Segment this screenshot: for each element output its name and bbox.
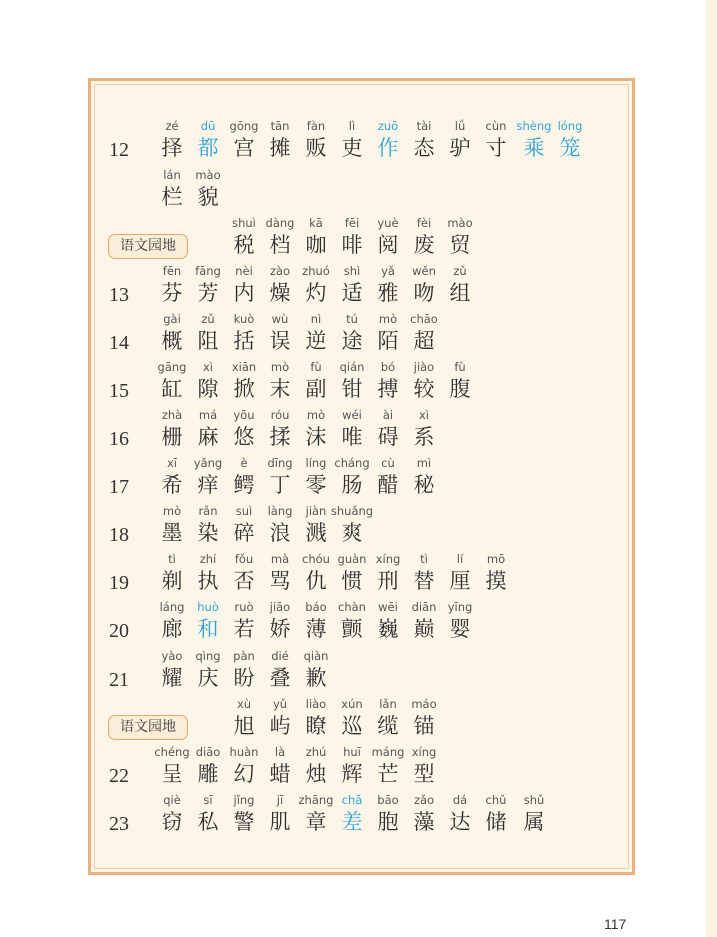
hanzi-character: 辉 xyxy=(341,762,363,786)
hanzi-character: 钳 xyxy=(341,377,363,401)
lesson-number: 22 xyxy=(109,765,129,787)
lesson-row xyxy=(91,455,638,501)
pinyin-label: tài xyxy=(416,119,432,133)
hanzi-character: 藻 xyxy=(413,810,435,834)
lesson-number: 15 xyxy=(109,380,129,402)
pinyin-label: nèi xyxy=(235,264,253,278)
character-cell xyxy=(399,696,449,740)
hanzi-character: 摸 xyxy=(485,569,507,593)
hanzi-character: 厘 xyxy=(449,569,471,593)
hanzi-character: 搏 xyxy=(377,377,399,401)
hanzi-character: 阅 xyxy=(377,233,399,257)
hanzi-character: 栏 xyxy=(161,185,183,209)
lesson-row xyxy=(91,118,638,164)
hanzi-character: 溅 xyxy=(305,521,327,545)
hanzi-character: 执 xyxy=(197,569,219,593)
pinyin-label: xì xyxy=(202,360,213,374)
lesson-number: 23 xyxy=(109,813,129,835)
hanzi-character: 旭 xyxy=(233,714,255,738)
pinyin-label: pàn xyxy=(233,649,255,663)
character-cell xyxy=(435,359,485,403)
pinyin-label: dié xyxy=(271,649,289,663)
pinyin-label: huàn xyxy=(229,745,259,759)
hanzi-character: 吏 xyxy=(341,136,363,160)
pinyin-label: lí xyxy=(456,552,464,566)
hanzi-character: 巡 xyxy=(341,714,363,738)
pinyin-label: jiàn xyxy=(305,504,327,518)
character-cell xyxy=(471,551,521,595)
lesson-row xyxy=(91,407,638,453)
lesson-number: 17 xyxy=(109,476,129,498)
hanzi-character: 鳄 xyxy=(233,473,255,497)
pinyin-label: wěn xyxy=(412,264,436,278)
pinyin-label: xù xyxy=(236,697,252,711)
pinyin-label: zhāng xyxy=(298,793,334,807)
hanzi-character: 作 xyxy=(377,136,399,160)
hanzi-character: 巍 xyxy=(377,617,399,641)
hanzi-character: 烛 xyxy=(305,762,327,786)
hanzi-character: 胞 xyxy=(377,810,399,834)
pinyin-label: jī xyxy=(276,793,284,807)
hanzi-character: 概 xyxy=(161,329,183,353)
hanzi-character: 贸 xyxy=(449,233,471,257)
hanzi-character: 剃 xyxy=(161,569,183,593)
pinyin-label: shèng xyxy=(516,119,552,133)
hanzi-character: 啡 xyxy=(341,233,363,257)
pinyin-label: è xyxy=(240,456,248,470)
character-cell xyxy=(509,792,559,836)
polyphone-character-cell xyxy=(545,118,595,162)
lesson-row xyxy=(91,503,638,549)
hanzi-character: 档 xyxy=(269,233,291,257)
character-cell xyxy=(435,599,485,643)
character-cell xyxy=(435,263,485,307)
hanzi-character: 超 xyxy=(413,329,435,353)
hanzi-character: 锚 xyxy=(413,714,435,738)
pinyin-label: jiào xyxy=(413,360,435,374)
character-cell xyxy=(399,744,449,788)
pinyin-label: lán xyxy=(163,168,181,182)
pinyin-label: láng xyxy=(159,600,185,614)
hanzi-character: 途 xyxy=(341,329,363,353)
hanzi-character: 税 xyxy=(233,233,255,257)
pinyin-label: ruò xyxy=(234,600,254,614)
lesson-row xyxy=(91,792,638,838)
pinyin-label: yōu xyxy=(233,408,255,422)
hanzi-character: 属 xyxy=(523,810,545,834)
pinyin-label: dàng xyxy=(265,216,295,230)
hanzi-character: 和 xyxy=(197,617,219,641)
pinyin-label: xī xyxy=(166,456,177,470)
lesson-row xyxy=(91,311,638,357)
hanzi-character: 咖 xyxy=(305,233,327,257)
hanzi-character: 宫 xyxy=(233,136,255,160)
hanzi-character: 墨 xyxy=(161,521,183,545)
hanzi-character: 警 xyxy=(233,810,255,834)
pinyin-label: xiān xyxy=(231,360,257,374)
pinyin-label: shuǎng xyxy=(330,504,374,518)
pinyin-label: qiàn xyxy=(303,649,329,663)
pinyin-label: zé xyxy=(165,119,179,133)
pinyin-label: dū xyxy=(200,119,216,133)
lesson-number: 13 xyxy=(109,284,129,306)
pinyin-label: tān xyxy=(270,119,290,133)
hanzi-character: 摊 xyxy=(269,136,291,160)
hanzi-character: 替 xyxy=(413,569,435,593)
character-cell xyxy=(435,215,485,259)
hanzi-character: 系 xyxy=(413,425,435,449)
pinyin-label: lì xyxy=(348,119,356,133)
hanzi-character: 芒 xyxy=(377,762,399,786)
pinyin-label: diāo xyxy=(195,745,221,759)
hanzi-character: 储 xyxy=(485,810,507,834)
lesson-row xyxy=(91,167,638,213)
pinyin-label: fēi xyxy=(344,216,360,230)
pinyin-label: qìng xyxy=(195,649,221,663)
pinyin-label: sī xyxy=(203,793,213,807)
pinyin-label: là xyxy=(274,745,286,759)
pinyin-label: kuò xyxy=(233,312,255,326)
hanzi-character: 沫 xyxy=(305,425,327,449)
pinyin-label: mào xyxy=(447,216,473,230)
hanzi-character: 栅 xyxy=(161,425,183,449)
hanzi-character: 醋 xyxy=(377,473,399,497)
pinyin-label: zhà xyxy=(161,408,183,422)
hanzi-character: 缸 xyxy=(161,377,183,401)
pinyin-label: cháng xyxy=(334,456,370,470)
pinyin-label: zǎo xyxy=(413,793,435,807)
hanzi-character: 薄 xyxy=(305,617,327,641)
lesson-row xyxy=(91,744,638,790)
hanzi-character: 丁 xyxy=(269,473,291,497)
pinyin-label: zuō xyxy=(377,119,399,133)
lesson-number: 18 xyxy=(109,524,129,546)
pinyin-label: yīng xyxy=(447,600,473,614)
hanzi-character: 揉 xyxy=(269,425,291,449)
hanzi-character: 灼 xyxy=(305,281,327,305)
pinyin-label: cùn xyxy=(485,119,507,133)
page-edge-strip xyxy=(706,0,717,937)
pinyin-label: bāo xyxy=(377,793,399,807)
lesson-row xyxy=(91,648,638,694)
pinyin-label: zǔ xyxy=(201,312,215,326)
hanzi-character: 差 xyxy=(341,810,363,834)
hanzi-character: 呈 xyxy=(161,762,183,786)
pinyin-label: yuè xyxy=(377,216,399,230)
pinyin-label: yào xyxy=(161,649,183,663)
hanzi-character: 碍 xyxy=(377,425,399,449)
pinyin-label: xíng xyxy=(411,745,437,759)
pinyin-label: shuì xyxy=(232,216,256,230)
hanzi-character: 叠 xyxy=(269,666,291,690)
lesson-number: 20 xyxy=(109,620,129,642)
hanzi-character: 雕 xyxy=(197,762,219,786)
hanzi-character: 骂 xyxy=(269,569,291,593)
pinyin-label: mào xyxy=(195,168,221,182)
hanzi-character: 颤 xyxy=(341,617,363,641)
hanzi-character: 歉 xyxy=(305,666,327,690)
pinyin-label: jiāo xyxy=(269,600,291,614)
hanzi-character: 屿 xyxy=(269,714,291,738)
hanzi-character: 若 xyxy=(233,617,255,641)
lesson-row xyxy=(91,215,638,261)
hanzi-character: 达 xyxy=(449,810,471,834)
hanzi-character: 痒 xyxy=(197,473,219,497)
lesson-number: 12 xyxy=(109,139,129,161)
hanzi-character: 贩 xyxy=(305,136,327,160)
pinyin-label: mō xyxy=(486,552,506,566)
hanzi-character: 娇 xyxy=(269,617,291,641)
pinyin-label: lǘ xyxy=(454,119,466,133)
pinyin-label: fàn xyxy=(306,119,326,133)
lesson-row xyxy=(91,696,638,742)
pinyin-label: gāng xyxy=(157,360,187,374)
hanzi-character: 较 xyxy=(413,377,435,401)
character-cell xyxy=(399,455,449,499)
pinyin-label: dá xyxy=(452,793,468,807)
pinyin-label: lǎn xyxy=(379,697,397,711)
hanzi-character: 内 xyxy=(233,281,255,305)
pinyin-label: dīng xyxy=(267,456,293,470)
pinyin-label: bó xyxy=(380,360,396,374)
pinyin-label: zhú xyxy=(305,745,327,759)
pinyin-label: wéi xyxy=(342,408,362,422)
pinyin-label: zhí xyxy=(199,552,217,566)
hanzi-character: 蜡 xyxy=(269,762,291,786)
hanzi-character: 雅 xyxy=(377,281,399,305)
hanzi-character: 腹 xyxy=(449,377,471,401)
hanzi-character: 掀 xyxy=(233,377,255,401)
pinyin-label: tú xyxy=(346,312,358,326)
lesson-number: 16 xyxy=(109,428,129,450)
hanzi-character: 耀 xyxy=(161,666,183,690)
pinyin-label: chóu xyxy=(302,552,330,566)
hanzi-character: 阻 xyxy=(197,329,219,353)
hanzi-character: 型 xyxy=(413,762,435,786)
hanzi-character: 希 xyxy=(161,473,183,497)
lesson-number: 14 xyxy=(109,332,129,354)
pinyin-label: chā xyxy=(341,793,363,807)
hanzi-character: 盼 xyxy=(233,666,255,690)
hanzi-character: 肠 xyxy=(341,473,363,497)
hanzi-character: 私 xyxy=(197,810,219,834)
pinyin-label: zhuó xyxy=(302,264,330,278)
pinyin-label: jǐng xyxy=(233,793,255,807)
pinyin-label: mò xyxy=(378,312,398,326)
pinyin-label: suì xyxy=(235,504,253,518)
hanzi-character: 都 xyxy=(197,136,219,160)
hanzi-character: 隙 xyxy=(197,377,219,401)
pinyin-label: fù xyxy=(454,360,466,374)
pinyin-label: mì xyxy=(416,456,432,470)
hanzi-character: 括 xyxy=(233,329,255,353)
hanzi-character: 巅 xyxy=(413,617,435,641)
pinyin-label: máo xyxy=(411,697,437,711)
pinyin-label: báo xyxy=(305,600,327,614)
hanzi-character: 肌 xyxy=(269,810,291,834)
hanzi-character: 误 xyxy=(269,329,291,353)
hanzi-character: 秘 xyxy=(413,473,435,497)
hanzi-character: 适 xyxy=(341,281,363,305)
hanzi-character: 择 xyxy=(161,136,183,160)
pinyin-label: kā xyxy=(309,216,323,230)
pinyin-label: fèi xyxy=(416,216,432,230)
pinyin-label: mò xyxy=(162,504,182,518)
pinyin-label: liào xyxy=(305,697,327,711)
pinyin-label: tì xyxy=(168,552,176,566)
hanzi-character: 副 xyxy=(305,377,327,401)
pinyin-label: cù xyxy=(381,456,395,470)
character-cell xyxy=(399,311,449,355)
pinyin-label: mà xyxy=(270,552,290,566)
pinyin-label: zào xyxy=(269,264,291,278)
pinyin-label: xún xyxy=(341,697,363,711)
pinyin-label: yǎng xyxy=(193,456,223,470)
pinyin-label: máng xyxy=(371,745,405,759)
chinese-garden-badge: 语文园地 xyxy=(108,234,188,259)
hanzi-character: 寸 xyxy=(485,136,507,160)
pinyin-label: yǎ xyxy=(381,264,395,278)
pinyin-label: fāng xyxy=(195,264,221,278)
pinyin-label: chéng xyxy=(154,745,190,759)
hanzi-character: 唯 xyxy=(341,425,363,449)
hanzi-character: 惯 xyxy=(341,569,363,593)
pinyin-label: wù xyxy=(271,312,289,326)
chinese-garden-badge: 语文园地 xyxy=(108,715,188,740)
lesson-row xyxy=(91,599,638,645)
lesson-row xyxy=(91,263,638,309)
hanzi-character: 零 xyxy=(305,473,327,497)
hanzi-character: 吻 xyxy=(413,281,435,305)
hanzi-character: 乘 xyxy=(523,136,545,160)
hanzi-character: 驴 xyxy=(449,136,471,160)
hanzi-character: 瞭 xyxy=(305,714,327,738)
hanzi-character: 态 xyxy=(413,136,435,160)
hanzi-character: 组 xyxy=(449,281,471,305)
pinyin-label: xì xyxy=(418,408,429,422)
hanzi-character: 陌 xyxy=(377,329,399,353)
pinyin-label: shì xyxy=(343,264,361,278)
pinyin-label: wēi xyxy=(378,600,398,614)
hanzi-character: 芬 xyxy=(161,281,183,305)
pinyin-label: qiè xyxy=(163,793,181,807)
pinyin-label: diān xyxy=(411,600,437,614)
pinyin-label: tì xyxy=(420,552,428,566)
pinyin-label: chāo xyxy=(410,312,438,326)
pinyin-label: rǎn xyxy=(198,504,218,518)
hanzi-character: 逆 xyxy=(305,329,327,353)
pinyin-label: guàn xyxy=(337,552,367,566)
hanzi-character: 窃 xyxy=(161,810,183,834)
hanzi-character: 缆 xyxy=(377,714,399,738)
pinyin-label: fēn xyxy=(162,264,182,278)
hanzi-character: 爽 xyxy=(341,521,363,545)
pinyin-label: gài xyxy=(163,312,181,326)
pinyin-label: xíng xyxy=(375,552,401,566)
lesson-row xyxy=(91,551,638,597)
pinyin-label: nì xyxy=(310,312,322,326)
hanzi-character: 幻 xyxy=(233,762,255,786)
hanzi-character: 笼 xyxy=(559,136,581,160)
pinyin-label: chǔ xyxy=(485,793,507,807)
hanzi-character: 章 xyxy=(305,810,327,834)
lesson-number: 19 xyxy=(109,572,129,594)
pinyin-label: chàn xyxy=(338,600,366,614)
pinyin-label: mò xyxy=(306,408,326,422)
hanzi-character: 燥 xyxy=(269,281,291,305)
pinyin-label: má xyxy=(198,408,218,422)
pinyin-label: làng xyxy=(267,504,293,518)
hanzi-character: 廊 xyxy=(161,617,183,641)
pinyin-label: huī xyxy=(343,745,361,759)
pinyin-label: zǔ xyxy=(453,264,467,278)
character-cell xyxy=(291,648,341,692)
pinyin-label: gōng xyxy=(229,119,259,133)
pinyin-label: mò xyxy=(270,360,290,374)
pinyin-label: ài xyxy=(382,408,394,422)
page-number: 117 xyxy=(604,916,627,932)
pinyin-label: líng xyxy=(305,456,327,470)
hanzi-character: 貌 xyxy=(197,185,219,209)
hanzi-character: 染 xyxy=(197,521,219,545)
lesson-row xyxy=(91,359,638,405)
pinyin-label: fù xyxy=(310,360,322,374)
character-cell xyxy=(399,407,449,451)
hanzi-character: 芳 xyxy=(197,281,219,305)
hanzi-character: 仇 xyxy=(305,569,327,593)
pinyin-label: lóng xyxy=(557,119,583,133)
vocabulary-panel xyxy=(88,78,635,875)
lesson-number: 21 xyxy=(109,669,129,691)
hanzi-character: 庆 xyxy=(197,666,219,690)
pinyin-label: qián xyxy=(339,360,365,374)
hanzi-character: 婴 xyxy=(449,617,471,641)
character-cell xyxy=(327,503,377,547)
character-cell xyxy=(183,167,233,211)
hanzi-character: 废 xyxy=(413,233,435,257)
pinyin-label: yǔ xyxy=(272,697,288,711)
pinyin-label: shǔ xyxy=(523,793,545,807)
hanzi-character: 麻 xyxy=(197,425,219,449)
hanzi-character: 刑 xyxy=(377,569,399,593)
pinyin-label: róu xyxy=(270,408,290,422)
hanzi-character: 浪 xyxy=(269,521,291,545)
pinyin-label: fǒu xyxy=(234,552,254,566)
hanzi-character: 否 xyxy=(233,569,255,593)
hanzi-character: 悠 xyxy=(233,425,255,449)
pinyin-label: huò xyxy=(197,600,219,614)
hanzi-character: 碎 xyxy=(233,521,255,545)
hanzi-character: 末 xyxy=(269,377,291,401)
